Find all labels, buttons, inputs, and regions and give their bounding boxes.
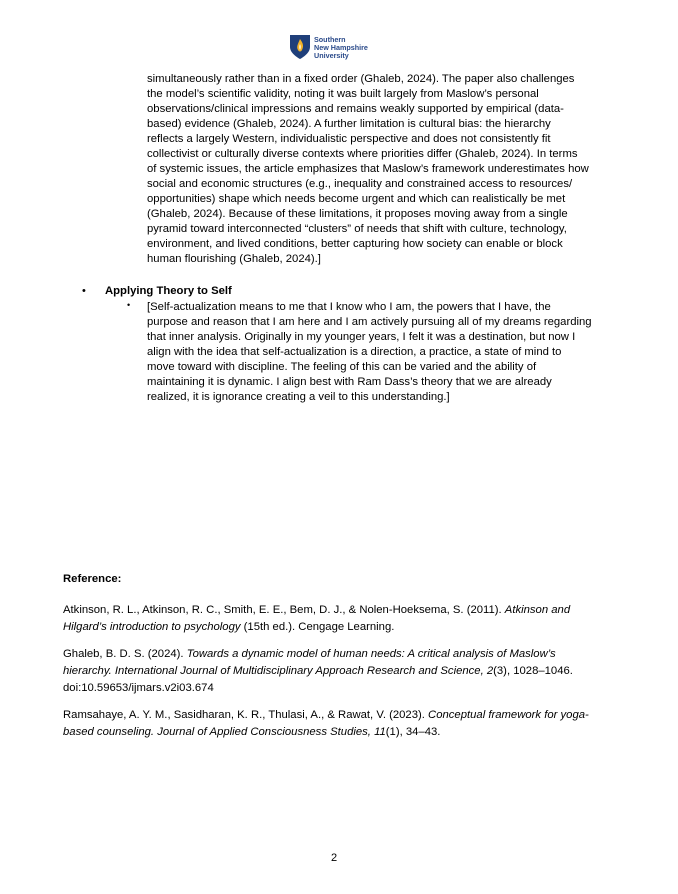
paragraph-line: purpose and reason that I am here and I am actively pursuing all of my dreams regarding bbox=[147, 316, 592, 328]
paragraph-line: simultaneously rather than in a fixed order (Ghaleb, 2024). The paper also challenges bbox=[147, 73, 575, 85]
reference-text: Ghaleb, B. D. S. (2024). bbox=[63, 648, 187, 660]
reference-line bbox=[63, 724, 589, 741]
logo-line-3: University bbox=[314, 51, 349, 60]
reference-title: Towards a dynamic model of human needs: A critical analysis of Maslow’s bbox=[186, 648, 556, 660]
paragraph-line: maintaining it is dynamic. I align best with Ram Dass’s theory that we are already bbox=[147, 376, 552, 388]
paragraph-line: of systemic issues, the article emphasizes that Maslow’s framework underestimates how bbox=[147, 163, 589, 175]
paragraph-line: that inner analysis. Originally in my younger years, I felt it was a destination, but now I bbox=[147, 331, 576, 343]
reference-title: hierarchy. International Journal of Multidisciplinary Approach Research and Science, 2 bbox=[63, 665, 494, 677]
continued-paragraph bbox=[147, 72, 589, 267]
reference-text: Atkinson, R. L., Atkinson, R. C., Smith, E. E., Bem, D. J., & Nolen-Hoeksema, S. (2011). bbox=[63, 604, 505, 616]
paragraph-line: pyramid toward interconnected “clusters” of needs that shift with culture, technology, bbox=[147, 223, 567, 235]
page-number: 2 bbox=[331, 852, 338, 864]
reference-entry bbox=[63, 646, 573, 697]
reference-text: Ramsahaye, A. Y. M., Sasidharan, K. R., Thulasi, A., & Rawat, V. (2023). bbox=[63, 709, 429, 721]
paragraph-line: social and economic structures (e.g., inequality and constrained access to resources/ bbox=[147, 178, 573, 190]
reference-text: (1), 34–43. bbox=[385, 726, 441, 738]
bullet-icon: • bbox=[82, 285, 86, 297]
reference-line bbox=[63, 619, 570, 636]
reference-text: (3), 1028–1046. bbox=[493, 665, 573, 677]
references-title: Reference: bbox=[63, 573, 122, 585]
paragraph-line: opportunities) shape which needs become urgent and which can realistically be met bbox=[147, 193, 566, 205]
paragraph-line: human flourishing (Ghaleb, 2024).] bbox=[147, 253, 321, 265]
reference-text: (15th ed.). Cengage Learning. bbox=[240, 621, 395, 633]
self-paragraph bbox=[147, 300, 592, 405]
reference-line bbox=[63, 663, 573, 680]
paragraph-line: the model’s scientific validity, noting it was built largely from Maslow’s personal bbox=[147, 88, 539, 100]
paragraph-line: environment, and lived conditions, better capturing how society can enable or block bbox=[147, 238, 563, 250]
university-logo bbox=[289, 34, 389, 64]
paragraph-line: collectivist or culturally diverse contexts where priorities differ (Ghaleb, 2024). In terms bbox=[147, 148, 578, 160]
paragraph-line: move toward with discipline. The feeling of this can be varied and the ability of bbox=[147, 361, 537, 373]
paragraph-line: (Ghaleb, 2024). Because of these limitations, it proposes moving away from a single bbox=[147, 208, 568, 220]
shield-flame-icon bbox=[289, 34, 311, 60]
paragraph-line: reflects a largely Western, individualistic perspective and does not consistently fit bbox=[147, 133, 551, 145]
reference-title: Atkinson and bbox=[504, 604, 571, 616]
reference-title: Conceptual framework for yoga- bbox=[428, 709, 589, 721]
paragraph-line: align with the idea that self-actualization is a direction, a practice, a state of mind to bbox=[147, 346, 562, 358]
reference-entry bbox=[63, 602, 570, 636]
logo-line-1: Southern bbox=[314, 35, 346, 44]
reference-title: Hilgard’s introduction to psychology bbox=[63, 621, 241, 633]
paragraph-line: realized, it is ignorance creating a veil to this understanding.] bbox=[147, 391, 450, 403]
reference-title: based counseling. Journal of Applied Consciousness Studies, 11 bbox=[63, 726, 386, 738]
reference-line bbox=[63, 707, 589, 724]
paragraph-line: based) evidence (Ghaleb, 2024). A further limitation is cultural bias: the hierarchy bbox=[147, 118, 551, 130]
reference-line bbox=[63, 646, 573, 663]
reference-doi: doi:10.59653/ijmars.v2i03.674 bbox=[63, 682, 214, 694]
paragraph-line: observations/clinical impressions and remains weakly supported by empirical (data- bbox=[147, 103, 564, 115]
reference-line bbox=[63, 602, 570, 619]
logo-line-2: New Hampshire bbox=[314, 43, 368, 52]
paragraph-line: [Self-actualization means to me that I know who I am, the powers that I have, the bbox=[147, 301, 551, 313]
section-heading: Applying Theory to Self bbox=[105, 285, 232, 297]
reference-entry bbox=[63, 707, 589, 741]
sub-bullet-icon: • bbox=[127, 300, 131, 310]
